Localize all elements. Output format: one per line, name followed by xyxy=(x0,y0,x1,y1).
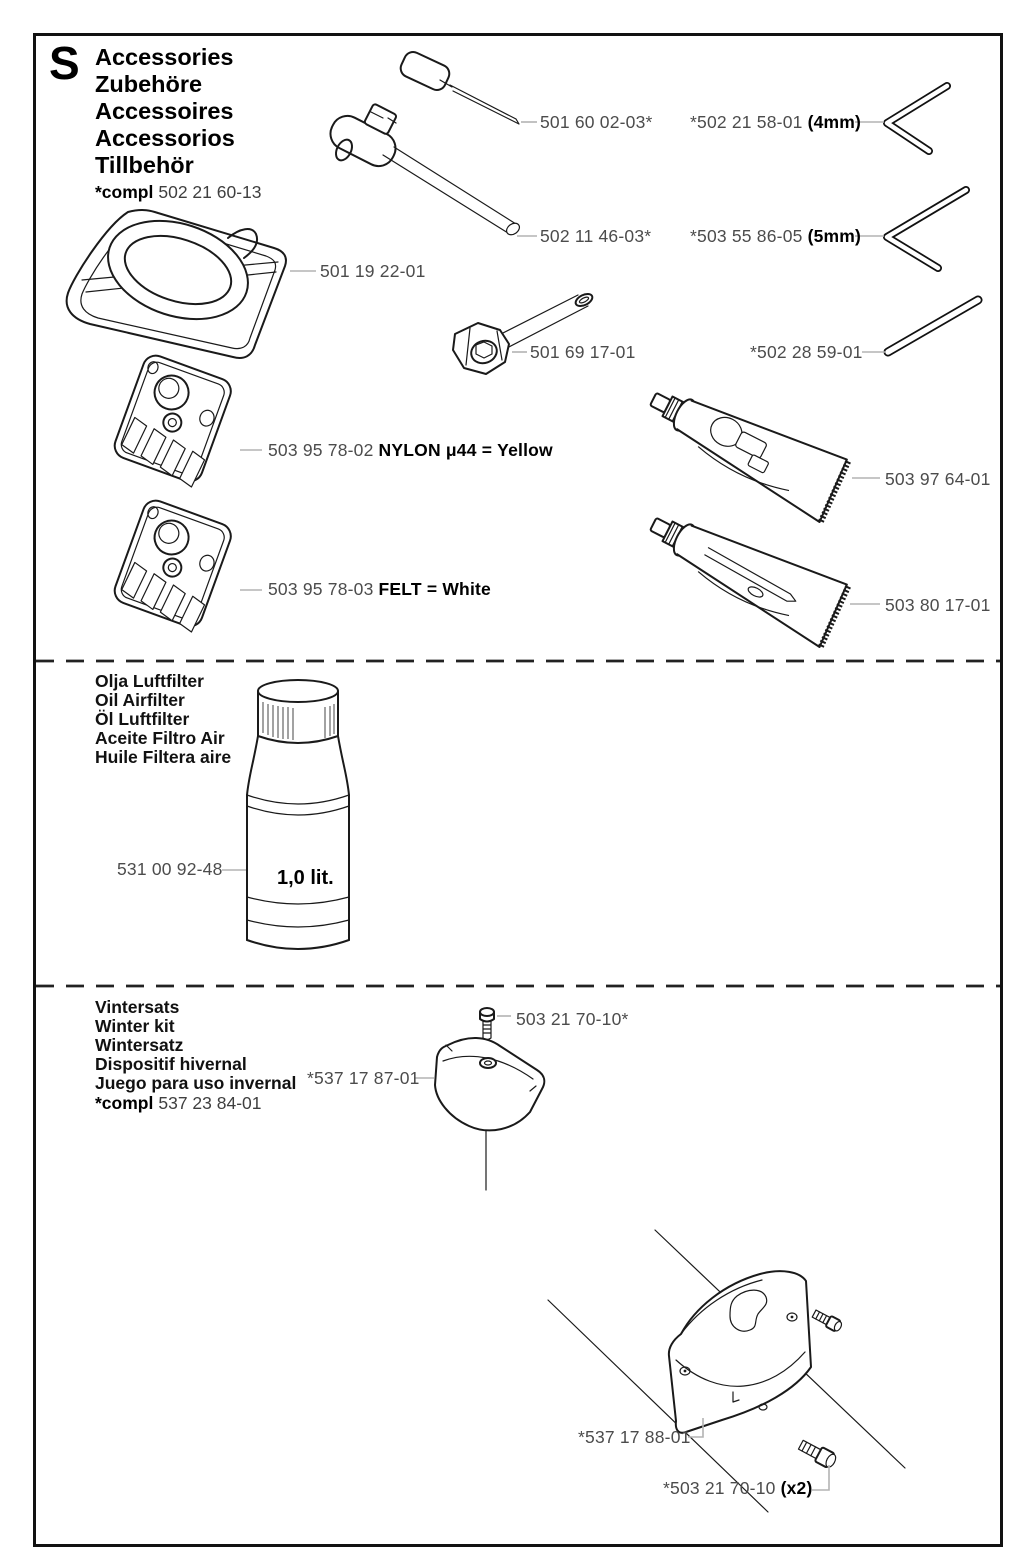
part-label-winter-screws: *503 21 70-10 (x2) xyxy=(663,1478,813,1498)
winter-heading-line: Wintersatz xyxy=(95,1035,184,1055)
hex-rod-drawing xyxy=(888,300,978,352)
part-label-filter-nylon: 503 95 78-02 NYLON μ44 = Yellow xyxy=(268,440,553,460)
part-label-screwdriver: 501 60 02-03* xyxy=(540,112,653,132)
winter-cover-screw-drawing xyxy=(480,1008,494,1040)
kit-complete-number: *compl 502 21 60-13 xyxy=(95,182,262,202)
part-label-t-wrench: 502 11 46-03* xyxy=(540,226,652,246)
part-label-winter-screw-top: 503 21 70-10* xyxy=(516,1009,629,1029)
winter-heading-line: Vintersats xyxy=(95,997,180,1017)
part-label-tool-bag: 501 19 22-01 xyxy=(320,261,426,281)
title-line: Zubehöre xyxy=(95,71,203,97)
air-filter-nylon-drawing xyxy=(110,352,235,489)
winter-heading-line: Dispositif hivernal xyxy=(95,1054,247,1074)
winter-heading-line: Juego para uso invernal xyxy=(95,1073,297,1093)
hex-key-4mm-drawing xyxy=(887,86,947,151)
oil-heading-line: Aceite Filtro Air xyxy=(95,728,225,748)
oil-heading-line: Öl Luftfilter xyxy=(95,709,190,729)
grease-tube-top-drawing xyxy=(638,369,852,523)
part-label-hex-key-4mm: *502 21 58-01 (4mm) xyxy=(690,112,862,132)
part-label-grease-tube-top: 503 97 64-01 xyxy=(885,469,991,489)
title-line: Accessorios xyxy=(95,125,235,151)
part-label-socket-wrench: 501 69 17-01 xyxy=(530,342,636,362)
screwdriver-drawing xyxy=(398,49,519,124)
part-label-hex-key-5mm: *503 55 86-05 (5mm) xyxy=(690,226,862,246)
part-label-winter-cover: *537 17 87-01 xyxy=(307,1068,420,1088)
title-line: Accessoires xyxy=(95,98,234,124)
oil-bottle-drawing xyxy=(247,680,349,949)
winter-housing-drawing xyxy=(548,1230,905,1512)
title-line: Accessories xyxy=(95,44,234,70)
part-label-filter-felt: 503 95 78-03 FELT = White xyxy=(268,579,491,599)
oil-heading-line: Oil Airfilter xyxy=(95,690,185,710)
part-label-winter-housing: *537 17 88-01 xyxy=(578,1427,691,1447)
winter-heading-line: Winter kit xyxy=(95,1016,175,1036)
part-label-hex-rod: *502 28 59-01 xyxy=(750,342,863,362)
hex-key-5mm-drawing xyxy=(887,190,966,268)
bottle-volume-label: 1,0 lit. xyxy=(277,867,334,889)
title-line: Tillbehör xyxy=(95,152,194,178)
winter-kit-complete-number: *compl 537 23 84-01 xyxy=(95,1093,262,1113)
air-filter-felt-drawing xyxy=(110,497,235,634)
part-label-grease-tube-bottom: 503 80 17-01 xyxy=(885,595,991,615)
winter-cover-drawing xyxy=(435,1038,544,1190)
part-label-oil-bottle: 531 00 92-48 xyxy=(117,859,223,879)
winter-kit-heading xyxy=(95,998,296,1114)
oil-heading-line: Huile Filtera aire xyxy=(95,747,232,767)
tool-bag-drawing xyxy=(67,204,286,358)
oil-airfilter-heading xyxy=(95,672,231,767)
title-block xyxy=(95,44,262,203)
t-wrench-drawing xyxy=(325,103,522,237)
section-letter: S xyxy=(49,37,80,89)
oil-heading-line: Olja Luftfilter xyxy=(95,671,204,691)
